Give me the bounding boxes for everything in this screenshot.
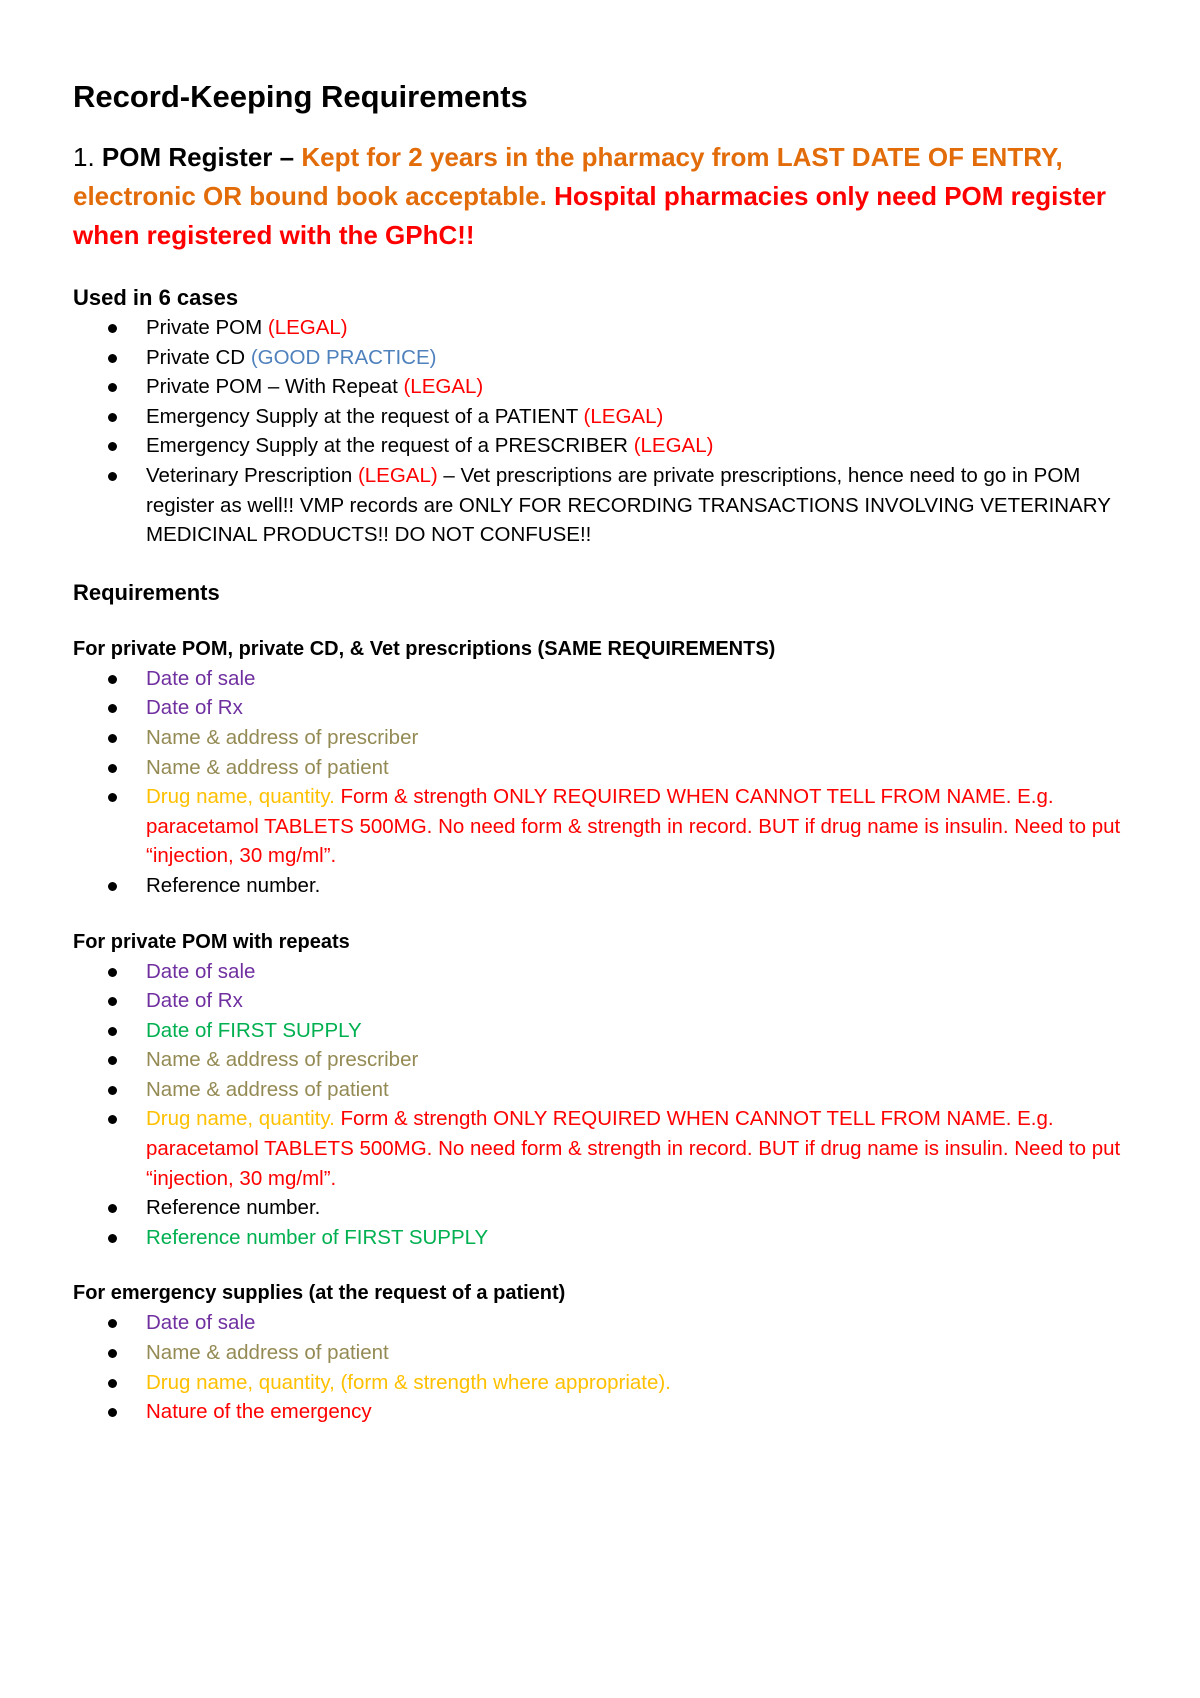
bullet-icon [108,1115,117,1124]
list-item [73,1016,1133,1046]
list-item [73,986,1133,1016]
document-page [73,74,1133,1427]
used-in-list [73,313,1133,550]
section-number: 1. [73,142,102,172]
bullet-icon [108,734,117,743]
private-requirements-list [73,664,1133,901]
list-item [73,1223,1133,1253]
list-item [73,1368,1133,1398]
list-item [73,461,1133,550]
bullet-icon [108,1086,117,1095]
item-text: Reference number of FIRST SUPPLY [146,1225,489,1249]
item-text: Name & address of prescriber [146,725,419,749]
item-text: Date of Rx [146,696,243,720]
repeats-requirements-list [73,957,1133,1253]
used-in-heading: Used in 6 cases [73,285,239,310]
bullet-icon [108,1234,117,1243]
item-text: Name & address of prescriber [146,1048,419,1072]
list-item [73,1075,1133,1105]
requirements-heading: Requirements [73,579,220,605]
item-note: Form & strength ONLY REQUIRED WHEN CANNOT TELL FROM NAME. E.g. paracetamol TABLETS 500MG. No need form & strength in record. BUT if drug name is insulin. Need to put “injection, 30 mg/ml”. [146,785,1121,868]
case-label: Private POM – With Repeat [146,375,404,399]
bullet-icon [108,997,117,1006]
bullet-icon [108,882,117,891]
bullet-icon [108,324,117,333]
item-text: Date of sale [146,959,256,983]
case-tag: (LEGAL) [267,316,348,339]
case-tag: (LEGAL) [403,375,484,399]
bullet-icon [108,442,117,451]
case-tag: (LEGAL) [583,404,664,428]
bullet-icon [108,675,117,684]
pom-register-paragraph [73,138,1133,255]
item-text: Reference number. [146,1196,321,1220]
list-item [73,431,1133,461]
bullet-icon [108,793,117,802]
list-item [73,723,1133,753]
list-item [73,313,1133,343]
case-tag: (LEGAL) [357,463,438,487]
emergency-requirements-list [73,1308,1133,1426]
bullet-icon [108,383,117,392]
list-item [73,372,1133,402]
item-note: Form & strength ONLY REQUIRED WHEN CANNOT TELL FROM NAME. E.g. paracetamol TABLETS 500MG. No need form & strength in record. BUT if drug name is insulin. Need to put “injection, 30 mg/ml”. [146,1107,1121,1190]
list-item [73,957,1133,987]
case-label: Emergency Supply at the request of a PRESCRIBER [146,434,634,458]
item-text: Name & address of patient [146,755,389,779]
list-item [73,1104,1133,1193]
item-text: Drug name, quantity, (form & strength where appropriate). [146,1370,671,1394]
emergency-heading: For emergency supplies (at the request of a patient) [73,1282,566,1305]
item-text: Name & address of patient [146,1077,389,1101]
item-text: Drug name, quantity. [146,1107,341,1131]
retention-note: Kept for 2 years in the pharmacy from LAST DATE OF ENTRY, electronic OR bound book acceptable. [73,142,1063,211]
case-note: – Vet prescriptions are private prescriptions, hence need to go in POM register as well!! VMP records are ONLY FOR RECORDING TRANSACTIONS INVOLVING VETERINARY MEDICINAL PRODUCTS!! DO NOT CONFUSE!! [146,463,1111,547]
list-item [73,664,1133,694]
bullet-icon [108,1319,117,1328]
list-item [73,1045,1133,1075]
list-item [73,693,1133,723]
bullet-icon [108,968,117,977]
case-tag: (GOOD PRACTICE) [250,345,437,369]
section-heading: POM Register – [101,142,302,172]
bullet-icon [108,413,117,422]
bullet-icon [108,1027,117,1036]
bullet-icon [108,1379,117,1388]
case-label: Emergency Supply at the request of a PATIENT [146,404,584,428]
item-text: Date of Rx [146,989,243,1013]
list-item [73,1397,1133,1427]
bullet-icon [108,764,117,773]
hospital-note: Hospital pharmacies only need POM register when registered with the GPhC!! [73,181,1107,250]
item-text: Reference number. [146,873,321,897]
bullet-icon [108,1056,117,1065]
item-text: Date of sale [146,1311,256,1335]
bullet-icon [108,704,117,713]
document-title: Record-Keeping Requirements [73,79,528,114]
repeats-heading: For private POM with repeats [73,930,350,953]
case-label: Private CD [146,345,251,369]
private-heading: For private POM, private CD, & Vet prescriptions (SAME REQUIREMENTS) [73,637,776,660]
list-item [73,402,1133,432]
item-text: Date of FIRST SUPPLY [146,1018,362,1042]
case-tag: (LEGAL) [633,434,714,458]
case-label: Private POM [146,316,268,339]
bullet-icon [108,472,117,481]
case-label: Veterinary Prescription [146,463,358,487]
list-item [73,1338,1133,1368]
list-item [73,753,1133,783]
bullet-icon [108,1408,117,1417]
bullet-icon [108,1204,117,1213]
list-item [73,1308,1133,1338]
list-item [73,1193,1133,1223]
item-text: Name & address of patient [146,1341,389,1365]
item-text: Date of sale [146,666,256,690]
list-item [73,343,1133,373]
bullet-icon [108,1349,117,1358]
list-item [73,782,1133,871]
item-text: Nature of the emergency [146,1400,372,1424]
item-text: Drug name, quantity. [146,785,341,809]
list-item [73,871,1133,901]
bullet-icon [108,354,117,363]
